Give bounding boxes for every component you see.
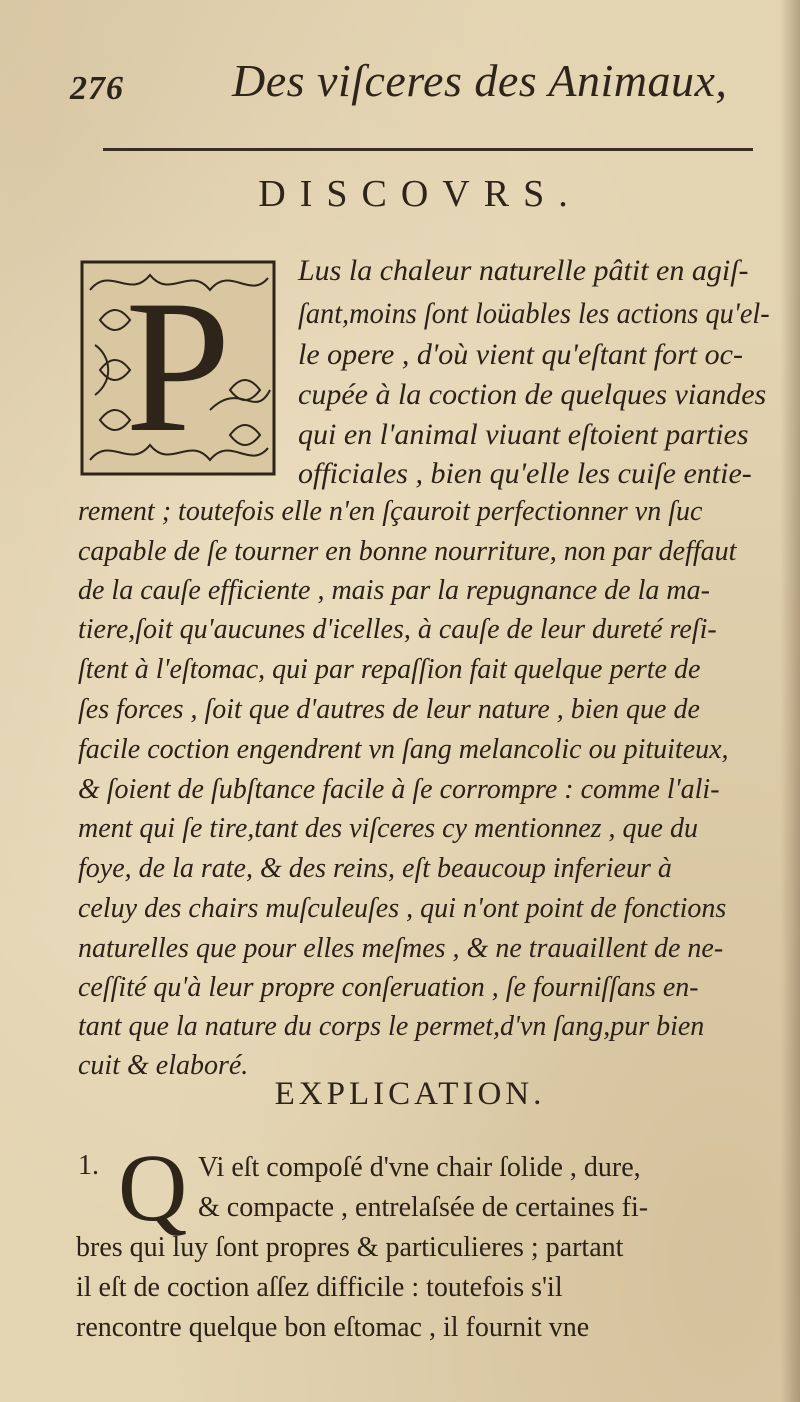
text-line: qui en l'animal viuant eſtoient parties: [298, 418, 749, 451]
text-line: celuy des chairs muſculeuſes , qui n'ont point de fonctions: [78, 893, 727, 924]
text-line: il eſt de coction aſſez difficile : toutefois s'il: [76, 1272, 563, 1303]
text-line: tiere,ſoit qu'aucunes d'icelles, à cauſe de leur dureté reſi-: [78, 614, 717, 645]
page-edge-shadow: [780, 0, 800, 1402]
drop-cap-letter: P: [125, 262, 231, 472]
section-heading: DISCOVRS.: [258, 173, 582, 215]
text-line: officiales , bien qu'elle les cuiſe entie-: [298, 457, 752, 490]
text-line: le opere , d'où vient qu'eſtant fort oc-: [298, 338, 743, 371]
text-line: & ſoient de ſubſtance facile à ſe corrompre : comme l'ali-: [78, 774, 720, 805]
text-line: rencontre quelque bon eſtomac , il fournit vne: [76, 1312, 590, 1343]
text-line: foye, de la rate, & des reins, eſt beaucoup inferieur à: [78, 853, 672, 884]
item-number: 1.: [78, 1150, 99, 1181]
text-line: de la cauſe efficiente , mais par la repugnance de la ma-: [78, 575, 710, 606]
text-line: cupée à la coction de quelques viandes: [298, 378, 767, 411]
text-line: & compacte , entrelaſsée de certaines fi-: [198, 1192, 649, 1223]
text-line: Lus la chaleur naturelle pâtit en agiſ-: [298, 254, 749, 287]
text-line: Vi eſt compoſé d'vne chair ſolide , dure,: [198, 1152, 641, 1183]
text-line: tant que la nature du corps le permet,d'vn ſang,pur bien: [78, 1011, 705, 1042]
text-line: ſes forces , ſoit que d'autres de leur nature , bien que de: [78, 694, 700, 725]
header-rule: [103, 148, 753, 151]
text-line: ſtent à l'eſtomac, qui par repaſſion fait quelque perte de: [78, 654, 701, 685]
text-line: rement ; toutefois elle n'en ſçauroit perfectionner vn ſuc: [78, 496, 703, 527]
text-line: facile coction engendrent vn ſang melancolic ou pituiteux,: [78, 734, 729, 765]
text-line: naturelles que pour elles meſmes , & ne trauaillent de ne-: [78, 933, 724, 964]
text-line: capable de ſe tourner en bonne nourriture, non par deffaut: [78, 536, 737, 567]
text-line: ſant,moins ſont loüables les actions qu'el-: [298, 297, 770, 330]
explication-drop-cap: Q: [118, 1134, 188, 1241]
text-line: bres qui luy ſont propres & particulieres ; partant: [76, 1232, 624, 1263]
ornamental-drop-cap: [80, 260, 276, 476]
text-line: ceſſité qu'à leur propre conſeruation , ſe fourniſſans en-: [78, 972, 699, 1003]
text-line: ment qui ſe tire,tant des viſceres cy mentionnez , que du: [78, 813, 698, 844]
running-head-title: Des viſceres des Animaux,: [232, 55, 728, 106]
page-number: 276: [70, 70, 124, 107]
explication-heading: EXPLICATION.: [274, 1076, 546, 1112]
text-line: cuit & elaboré.: [78, 1050, 249, 1081]
